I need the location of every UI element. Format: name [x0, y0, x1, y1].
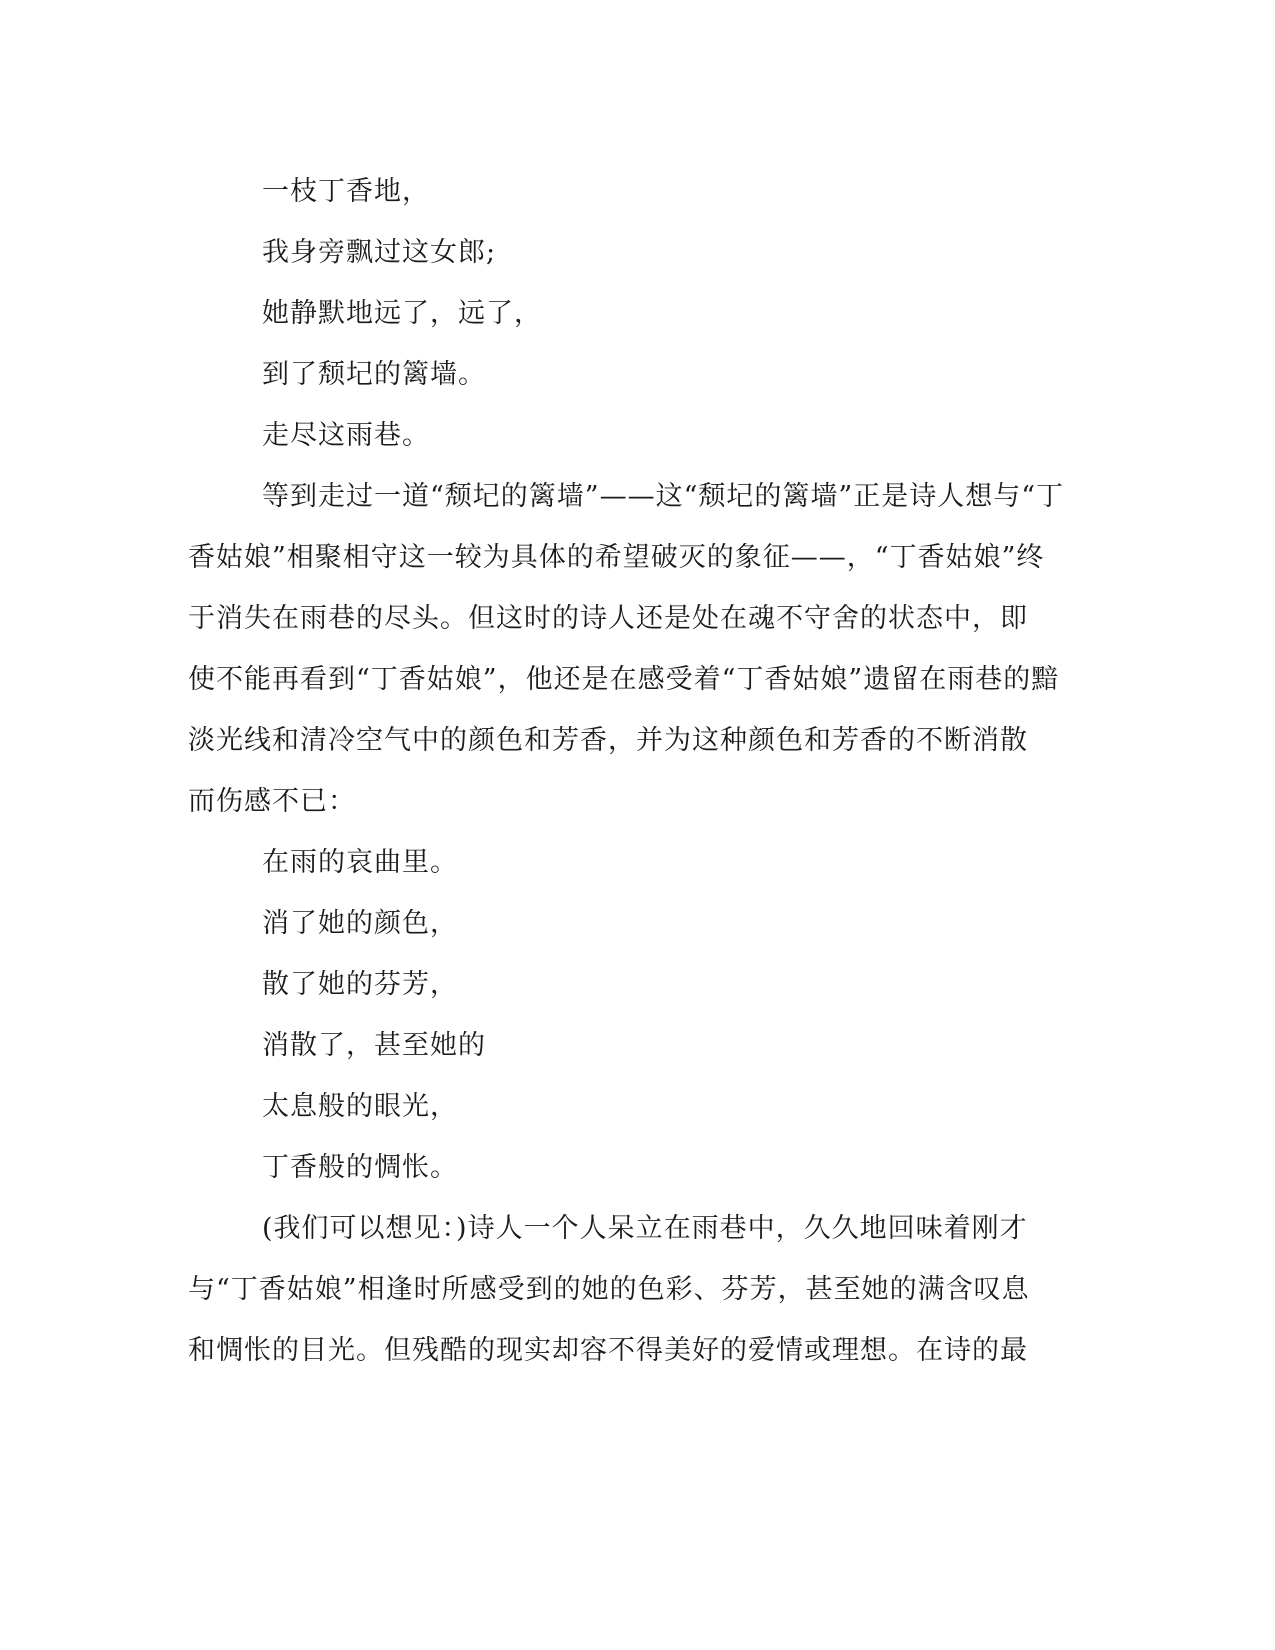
- poem-line: 一枝丁香地，: [262, 176, 430, 207]
- poem-line: 她静默地远了，远了，: [262, 298, 542, 329]
- paragraph-line: 香姑娘”相聚相守这一较为具体的希望破灭的象征——，“丁香姑娘”终: [188, 542, 1045, 573]
- poem-line: 我身旁飘过这女郎;: [262, 237, 497, 268]
- paragraph-line: 而伤感不已：: [188, 786, 356, 817]
- poem-line: 消了她的颜色，: [262, 908, 458, 939]
- document-body: [188, 161, 1088, 1381]
- paragraph-line: 于消失在雨巷的尽头。但这时的诗人还是处在魂不守舍的状态中，即: [188, 603, 1028, 634]
- poem-line: 散了她的芬芳，: [262, 969, 458, 1000]
- paragraph-line: (我们可以想见：)诗人一个人呆立在雨巷中，久久地回味着刚才: [262, 1213, 1028, 1244]
- paragraph-line: 和惆怅的目光。但残酷的现实却容不得美好的爱情或理想。在诗的最: [188, 1335, 1028, 1366]
- poem-line: 太息般的眼光，: [262, 1091, 458, 1122]
- paragraph-line: 与“丁香姑娘”相逢时所感受到的她的色彩、芬芳，甚至她的满含叹息: [188, 1274, 1030, 1305]
- paragraph-line: 等到走过一道“颓圮的篱墙”——这“颓圮的篱墙”正是诗人想与“丁: [262, 481, 1065, 512]
- poem-line: 到了颓圮的篱墙。: [262, 359, 486, 390]
- poem-line: 消散了，甚至她的: [262, 1030, 486, 1061]
- poem-line: 丁香般的惆怅。: [262, 1152, 458, 1183]
- poem-line: 走尽这雨巷。: [262, 420, 430, 451]
- paragraph-line: 使不能再看到“丁香姑娘”，他还是在感受着“丁香姑娘”遗留在雨巷的黯: [188, 664, 1060, 695]
- paragraph-line: 淡光线和清冷空气中的颜色和芳香，并为这种颜色和芳香的不断消散: [188, 725, 1028, 756]
- poem-line: 在雨的哀曲里。: [262, 847, 458, 878]
